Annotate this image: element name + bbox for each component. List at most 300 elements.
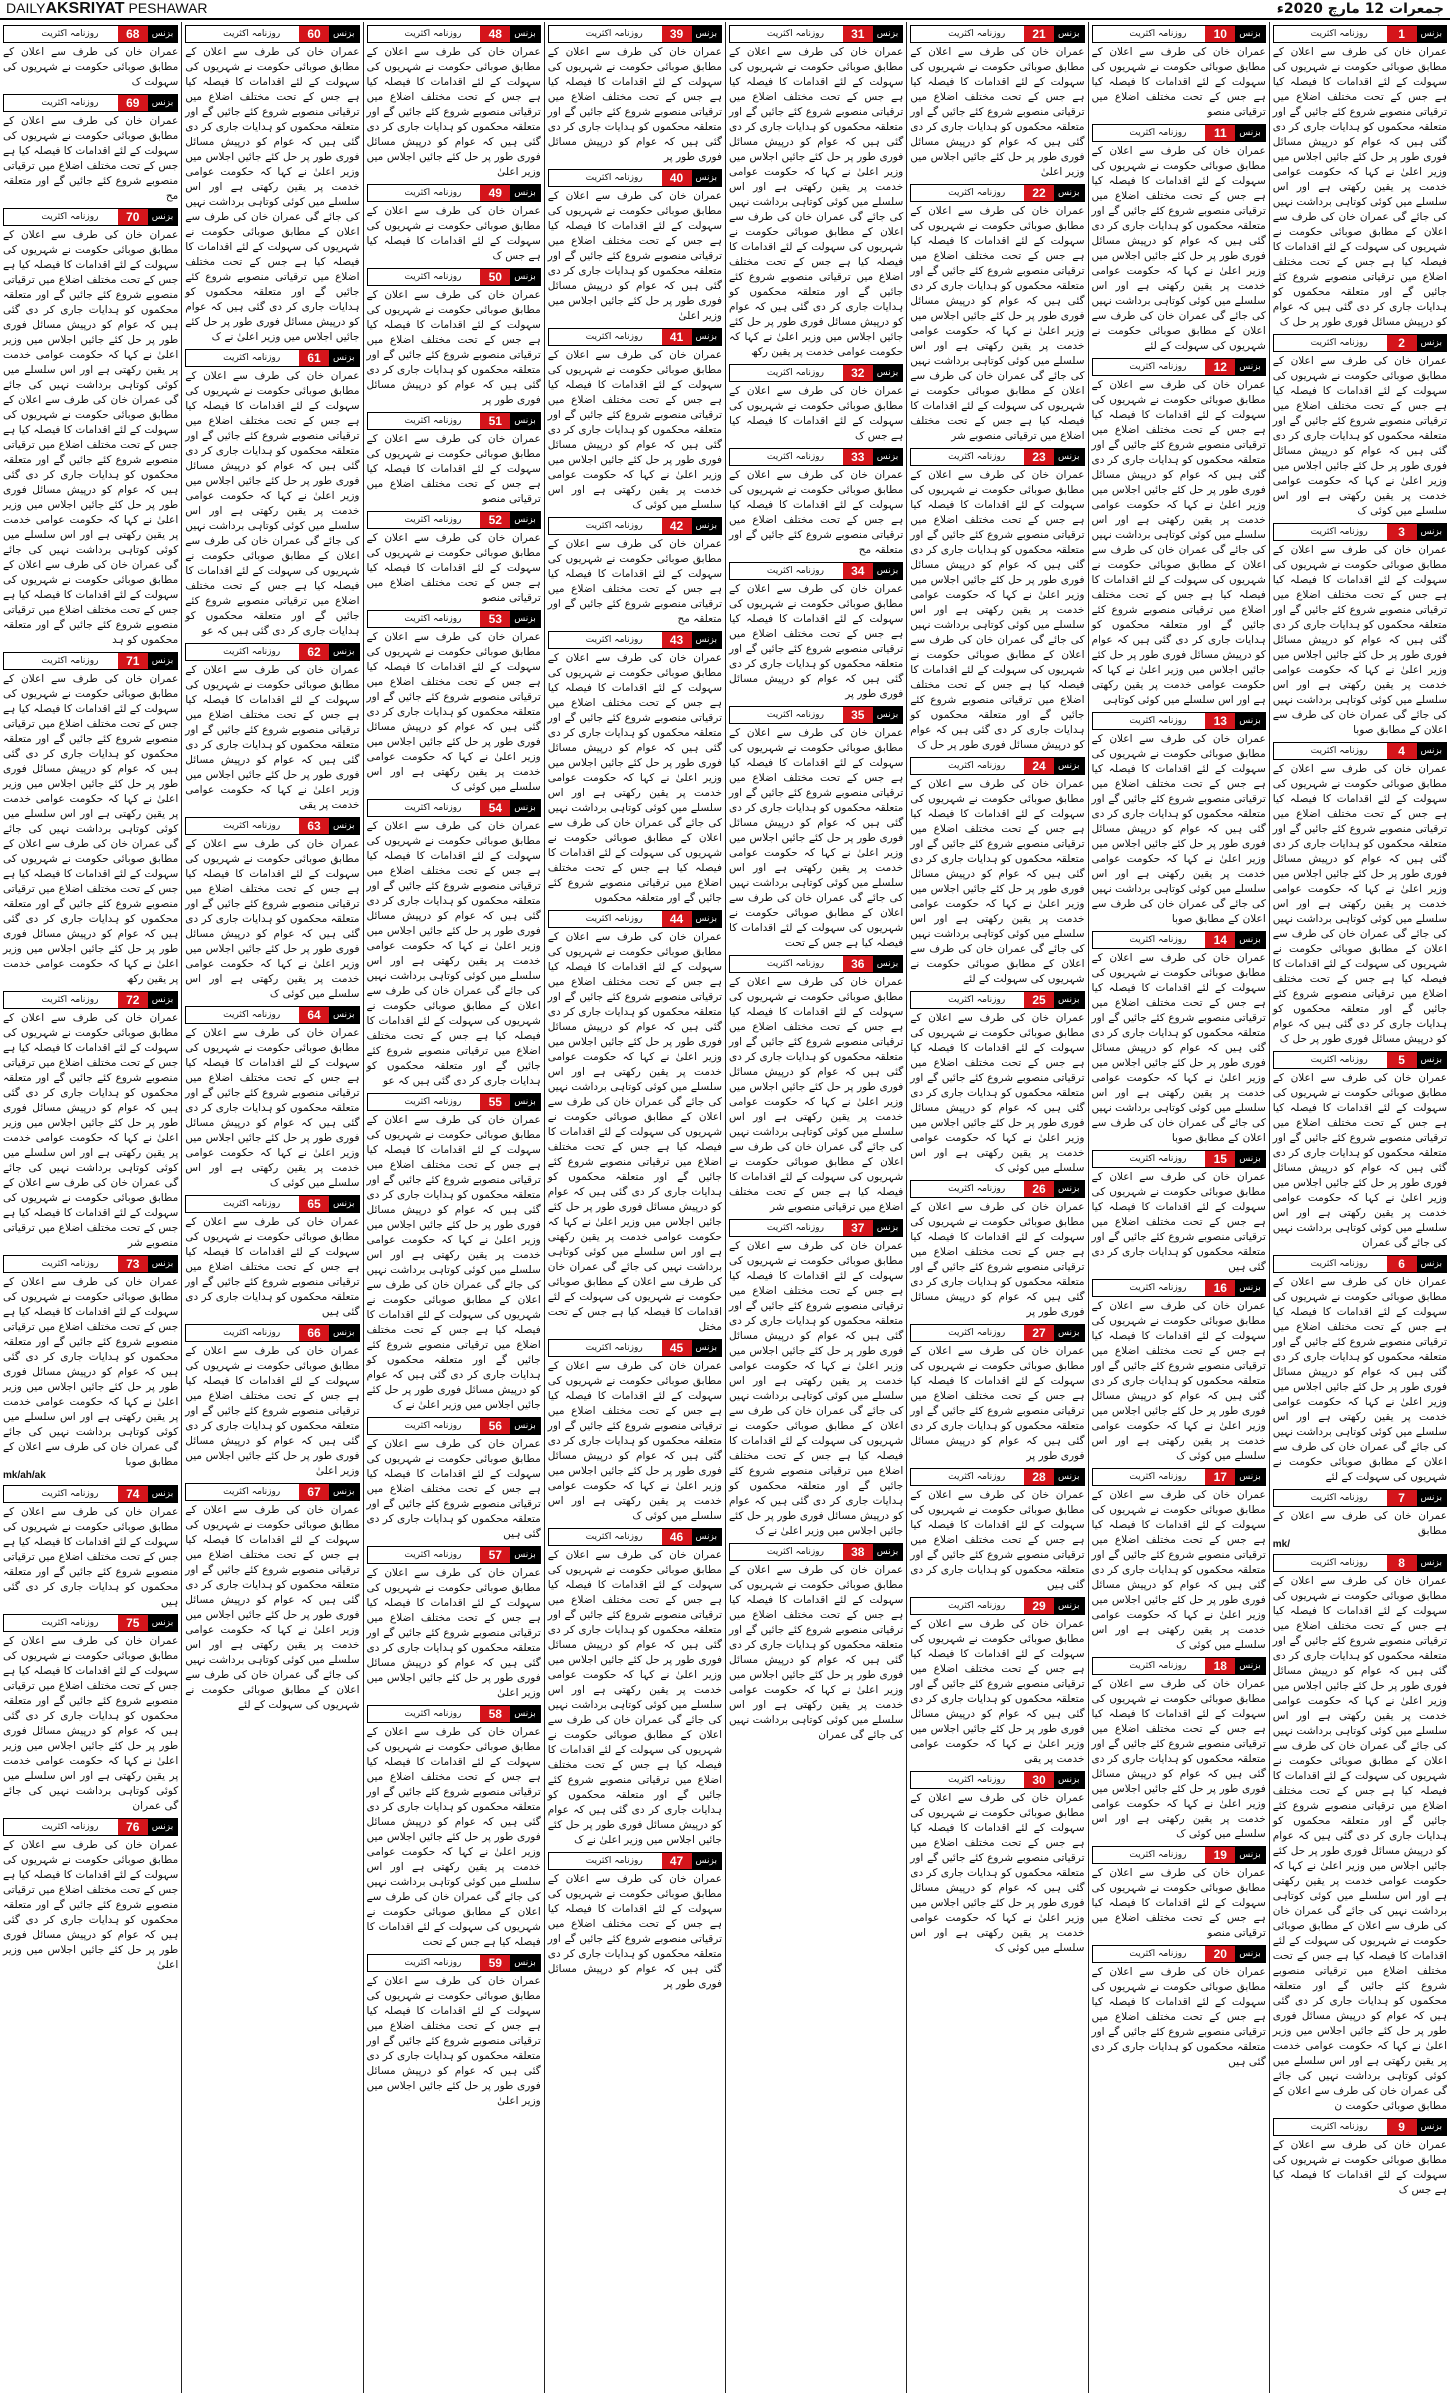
news-text: عمران خان کی طرف سے اعلان کے مطابق صوبائی حکومت نے شہریوں کی سہولت کے لئے اقدامات کا فیصلہ کیا ہے جس کے تحت مختلف اضلاع میں ترقیاتی منصوبے شروع کئے جائیں گے اور متعلقہ محکموں کو ہدایات جاری کر دی گئی ہیں کہ عوام کو درپیش مسائل فوری طور پر حل کئے جائیں اجلاس میں وزیر اعلیٰ نے کہا کہ حکومت عوامی خدمت پر یقین رکھتی ہے اور اس سلسلے میں کوئی کوتاہی برداشت نہیں کی جائے گی عمران خان کی طرف سے اعلان کے مطابق صوبائی حکومت نے شہریوں کی سہولت کے لئے <box>185 1504 360 1711</box>
category-badge: بزنس <box>329 26 358 42</box>
item-header <box>729 1219 903 1237</box>
flag-box <box>368 185 386 201</box>
category-badge: بزنس <box>1235 125 1264 141</box>
news-item <box>548 910 722 1335</box>
category-badge: بزنس <box>692 1340 721 1356</box>
news-item <box>367 412 541 507</box>
masthead <box>0 0 1450 20</box>
item-number: 9 <box>1387 2119 1417 2135</box>
paper-name: روزنامہ اکثریت <box>204 1325 299 1341</box>
news-item <box>1273 1255 1447 1485</box>
category-badge: بزنس <box>873 707 902 723</box>
item-number: 74 <box>118 1486 148 1502</box>
item-header <box>1273 1489 1447 1507</box>
item-number: 54 <box>480 800 510 816</box>
item-number: 22 <box>1024 185 1054 201</box>
flag-box <box>368 1418 386 1434</box>
item-number: 60 <box>299 26 329 42</box>
news-text: عمران خان کی طرف سے اعلان کے مطابق صوبائی حکومت نے شہریوں کی سہولت کے لئے اقدامات کا فیصلہ کیا ہے جس کے تحت مختلف اضلاع میں ترقیاتی منصوبے شروع کئے جائیں گے اور متعلقہ محکموں کو ہدایات جاری کر دی گئی ہیں کہ عوام کو درپیش مسائل فوری طور پر حل کئے جائیں اجلاس میں وزیر اعلیٰ <box>910 46 1085 178</box>
flag-box <box>1274 335 1292 351</box>
news-text: عمران خان کی طرف سے اعلان کے مطابق صوبائی حکومت نے شہریوں کی سہولت کے لئے اقدامات کا فیصلہ کیا ہے جس کے تحت مختلف اضلاع میں ترقیاتی منصوبے شروع کئے جائیں گے اور متعلقہ محکموں کو ہدایات جاری کر دی گئی ہیں کہ عوام کو درپیش مسائل فوری طور پر حل کئے جائیں اجلاس میں وزیر اعلیٰ نے کہا کہ حکومت عوامی خدمت پر یقین رکھتی ہے اور اس سلسلے میں کوئی کوتاہی برداشت نہیں کی جائے گی عمران خان کی طرف سے اعلان کے مطابق صوبا <box>1091 952 1266 1144</box>
news-text: عمران خان کی طرف سے اعلان کے مطابق صوبائی حکومت نے شہریوں کی سہولت کے لئے اقدامات کا فیصلہ کیا ہے جس کے تحت مختلف اضلاع میں ترقیاتی منصوبے شروع کئے جائیں گے اور متعلقہ محکموں کو ہدایات جاری کر دی گئی ہیں <box>185 1216 360 1318</box>
news-item <box>185 1324 359 1479</box>
news-item <box>185 817 359 1002</box>
paper-name: روزنامہ اکثریت <box>1292 26 1387 42</box>
item-header <box>1273 334 1447 352</box>
news-text: عمران خان کی طرف سے اعلان کے مطابق صوبائی حکومت نے شہریوں کی سہولت کے لئے اقدامات کا فیصلہ کیا ہے جس کے تحت مختلف اضلاع میں ترقیاتی منصوبے شروع کئے جائیں گے اور متعلقہ محکموں کو ہدایات جاری کر دی گئی ہیں کہ عوام کو درپیش مسائل فوری طور پر حل کئے جائیں اجلاس میں وزیر اعلیٰ نے کہا کہ حکومت عوامی خدمت پر یقین رکھتی ہے اور اس سلسلے میں کوئی کوتاہی برداشت نہیں کی جائے گی عمران خان کی طرف سے اعلان کے مطابق صوبائی حکومت نے شہریوں کی سہولت کے لئے اقدامات کا فیصلہ کیا ہے جس کے تحت مختلف اضلاع میں ترقیاتی منصوبے شروع کئے جائیں گے اور متعلقہ محکموں کو ہدایات جاری کر دی گئی ہیں کہ عوام کو درپیش مسائل فوری طور پر حل کئے جائیں اجلاس میں وزیر اعلیٰ نے ک <box>729 1240 904 1537</box>
paper-name: روزنامہ اکثریت <box>1292 1052 1387 1068</box>
item-number: 59 <box>480 1955 510 1971</box>
item-header <box>1092 712 1266 730</box>
flag-box <box>186 1484 204 1500</box>
news-item <box>1273 742 1447 1047</box>
paper-name: روزنامہ اکثریت <box>1292 1256 1387 1272</box>
news-text: عمران خان کی طرف سے اعلان کے مطابق صوبائی حکومت نے شہریوں کی سہولت کے لئے اقدامات کا فیصلہ کیا ہے جس ک <box>729 385 904 442</box>
news-text: عمران خان کی طرف سے اعلان کے مطابق صوبائی حکومت نے شہریوں کی سہولت کے لئے اقدامات کا فیصلہ کیا ہے جس کے تحت مختلف اضلاع میں ترقیاتی منصوبے شروع کئے جائیں گے اور متعلقہ محکموں کو ہدایات جاری کر دی گئی ہیں کہ عوام کو درپیش مسائل فوری طور پر حل کئے جائیں اجلاس میں وزیر اعلیٰ نے کہا کہ حکومت عوامی خدمت پر یقین رکھتی ہے اور اس سلسلے میں کوئی کوتاہی برداشت نہیں کی جائے گی عمران خان کی طرف سے اعلان کے مطابق صوبا <box>3 1276 179 1468</box>
item-number: 63 <box>299 818 329 834</box>
item-number: 21 <box>1024 26 1054 42</box>
news-item <box>729 1219 903 1539</box>
item-header <box>910 184 1084 202</box>
paper-name: روزنامہ اکثریت <box>1292 335 1387 351</box>
paper-name: روزنامہ اکثریت <box>22 1819 118 1835</box>
flag-box <box>1274 1490 1292 1506</box>
news-text: عمران خان کی طرف سے اعلان کے مطابق صوبائی حکومت نے شہریوں کی سہولت کے لئے اقدامات کا فیصلہ کیا ہے جس کے تحت مختلف اضلاع میں ترقیاتی منصوبے شروع کئے جائیں گے اور متعلقہ محکموں کو ہدایات جاری کر دی گئی ہیں کہ عوام کو درپیش مسائل فوری طور پر حل کئے جائیں اجلاس میں وزیر اعلیٰ نے کہا کہ حکومت عوامی خدمت پر یقین رکھتی ہے اور اس سلسلے میں کوئی کوتاہی برداشت نہیں کی جائے گی عمران خان کی طرف سے اعلان کے مطابق صوبائی حکومت نے شہریوں کی سہولت کے لئے اقدامات کا فیصلہ کیا ہے جس کے تحت مختلف اضلاع میں ترقیاتی منصوبے شروع کئے جائیں گے اور متعلقہ محکموں کو ہدایات جاری کر دی گئی ہیں کہ عوام کو درپیش مسائل فوری طور پر حل کئے جائیں اجلاس میں وزیر اعلیٰ نے کہا کہ حکومت عوامی خدمت پر یقین رکھتی ہے اور اس سلسلے میں کوئی کوتاہی برداشت نہیں کی جائے گی عمران خان کی طرف سے اعلان کے مطابق صوبائی حکومت نے شہریوں کی سہولت کے لئے اقدامات کا فیصلہ کیا ہے جس کے تحت مختلف اضلاع میں ترقیاتی منصوبے شروع کئے جائیں گے اور متعلقہ محکموں کو ہدایات جاری کر دی گئی ہیں کہ عوام کو درپیش مسائل فوری طور پر حل کئے جائیں اجلاس میں وزیر اعلیٰ نے کہا کہ حکومت عوامی خدمت پر یقین رکھتی ہے اور اس سلسلے میں کوئی کوتاہی برداشت نہیں کی جائے گی عمران خان کی طرف سے اعلان کے مطابق صوبائی حکومت ن <box>1272 1575 1447 2112</box>
flag-box <box>549 329 567 345</box>
news-item <box>910 757 1084 987</box>
item-header <box>910 1180 1084 1198</box>
category-badge: بزنس <box>1235 26 1264 42</box>
paper-name: روزنامہ اکثریت <box>204 1007 299 1023</box>
item-header <box>548 1852 722 1870</box>
news-text: عمران خان کی طرف سے اعلان کے مطابق صوبائی حکومت نے شہریوں کی سہولت کے لئے اقدامات کا فیصلہ کیا ہے جس کے تحت مختلف اضلاع میں ترقیاتی منصو <box>1091 46 1266 118</box>
item-header <box>3 1614 178 1632</box>
category-badge: بزنس <box>510 185 539 201</box>
news-item <box>910 1597 1084 1767</box>
paper-name: روزنامہ اکثریت <box>22 209 118 225</box>
flag-box <box>1093 125 1111 141</box>
item-number: 17 <box>1205 1469 1235 1485</box>
category-badge: بزنس <box>692 518 721 534</box>
news-item <box>729 364 903 444</box>
item-number: 13 <box>1205 713 1235 729</box>
news-item <box>1092 358 1266 708</box>
item-number: 64 <box>299 1007 329 1023</box>
flag-box <box>186 644 204 660</box>
item-number: 47 <box>662 1853 692 1869</box>
flag-box <box>549 1340 567 1356</box>
item-header <box>910 757 1084 775</box>
news-item <box>367 1546 541 1701</box>
news-text: عمران خان کی طرف سے اعلان کے مطابق صوبائی حکومت نے شہریوں کی سہولت کے لئے اقدامات کا فیصلہ کیا ہے جس کے تحت مختلف اضلاع میں ترقیاتی منصوبے شروع کئے جائیں گے اور متعلقہ محکموں کو ہدایات جاری کر دی گئی ہیں کہ عوام کو درپیش مسائل فوری طور پر حل کئے جائیں اجلاس میں وزیر اعلیٰ نے کہا کہ حکومت عوامی خدمت پر یقین رکھتی ہے اور اس سلسلے میں کوئی کوتاہی برداشت نہیں کی جائے گی عمران خان کی طرف سے اعلان کے مطابق صوبائی حکومت نے شہریوں کی سہولت کے لئے اقدامات کا فیصلہ کیا ہے جس کے تحت مختلف اضلاع میں ترقیاتی منصوبے شروع کئے جائیں گے اور متعلقہ محکموں کو ہدایات جاری کر دی گئی ہیں کہ عوام کو درپیش مسائل فوری طور پر حل کئے جائیں اجلاس میں وزیر اعلیٰ نے کہا کہ حکومت عوامی خدمت پر یقین رکھ <box>729 46 904 358</box>
flag-box <box>1093 359 1111 375</box>
news-item <box>1092 1846 1266 1941</box>
news-column <box>906 22 1087 2393</box>
news-item <box>185 25 359 345</box>
flag-box <box>186 1007 204 1023</box>
news-item <box>3 1614 178 1814</box>
item-number: 55 <box>480 1094 510 1110</box>
item-header <box>1273 742 1447 760</box>
flag-box <box>1093 1658 1111 1674</box>
news-text: عمران خان کی طرف سے اعلان کے مطابق صوبائی حکومت نے شہریوں کی سہولت کے لئے اقدامات کا فیصلہ کیا ہے جس کے تحت مختلف اضلاع میں ترقیاتی منصوبے شروع کئے جائیں گے اور متعلقہ محکموں کو ہدایات جاری کر دی گئی ہیں <box>1091 1171 1266 1273</box>
paper-name: روزنامہ اکثریت <box>748 449 843 465</box>
news-column <box>181 22 362 2393</box>
category-badge: بزنس <box>510 1955 539 1971</box>
item-number: 44 <box>662 911 692 927</box>
news-item <box>1092 124 1266 354</box>
paper-name: روزنامہ اکثریت <box>567 518 662 534</box>
flag-box <box>911 1325 929 1341</box>
paper-name: روزنامہ اکثریت <box>929 992 1024 1008</box>
category-badge: بزنس <box>1054 758 1083 774</box>
news-text: عمران خان کی طرف سے اعلان کے مطابق صوبائی حکومت نے شہریوں کی سہولت کے لئے اقدامات کا فیصلہ کیا ہے جس کے تحت مختلف اضلاع میں ترقیاتی منصوبے شروع کئے جائیں گے اور متعلقہ محکموں کو ہدایات جاری کر دی گئی ہیں کہ عوام کو درپیش مسائل فوری طور پر حل کئے جائیں اجلاس میں وزیر اعلیٰ نے کہا کہ حکومت عوامی خدمت پر یقین رکھتی ہے اور اس سلسلے میں کوئی ک <box>1091 1489 1266 1651</box>
item-number: 42 <box>662 518 692 534</box>
item-number: 4 <box>1387 743 1417 759</box>
news-text: عمران خان کی طرف سے اعلان کے مطابق صوبائی حکومت نے شہریوں کی سہولت ک <box>3 46 179 88</box>
news-text: عمران خان کی طرف سے اعلان کے مطابق صوبائی حکومت نے شہریوں کی سہولت کے لئے اقدامات کا فیصلہ کیا ہے جس کے تحت مختلف اضلاع میں ترقیاتی منصوبے شروع کئے جائیں گے اور متعلقہ مح <box>547 538 722 625</box>
paper-name: روزنامہ اکثریت <box>386 1418 481 1434</box>
news-item <box>3 94 178 204</box>
item-header <box>548 1339 722 1357</box>
news-item <box>729 562 903 702</box>
category-badge: بزنس <box>329 1007 358 1023</box>
item-number: 28 <box>1024 1469 1054 1485</box>
item-header <box>1092 1279 1266 1297</box>
item-header <box>3 94 178 112</box>
item-header <box>367 799 541 817</box>
news-item <box>1273 25 1447 330</box>
flag-box <box>730 449 748 465</box>
news-column <box>1269 22 1450 2393</box>
item-header <box>910 1324 1084 1342</box>
news-item <box>548 517 722 627</box>
flag-box <box>549 518 567 534</box>
item-number: 8 <box>1387 1555 1417 1571</box>
paper-name: روزنامہ اکثریت <box>22 95 118 111</box>
flag-box <box>368 800 386 816</box>
paper-name: روزنامہ اکثریت <box>1111 1469 1206 1485</box>
item-number: 72 <box>118 992 148 1008</box>
item-number: 23 <box>1024 449 1054 465</box>
news-text: عمران خان کی طرف سے اعلان کے مطابق صوبائی حکومت نے شہریوں کی سہولت کے لئے اقدامات کا فیصلہ کیا ہے جس کے تحت مختلف اضلاع میں ترقیاتی منصوبے شروع کئے جائیں گے اور متعلقہ محکموں کو ہدایات جاری کر دی گئی ہیں کہ عوام کو درپیش مسائل فوری طور پر حل کئے جائیں اجلاس میں وزیر اعلیٰ نے کہا کہ حکومت عوامی خدمت پر یقین رکھتی ہے اور اس سلسلے میں کوئی ک <box>1091 1300 1266 1462</box>
news-text: عمران خان کی طرف سے اعلان کے مطابق صوبائی حکومت نے شہریوں کی سہولت کے لئے اقدامات کا فیصلہ کیا ہے جس کے تحت مختلف اضلاع میں ترقیاتی منصوبے شروع کئے جائیں گے اور متعلقہ محکموں کو ہدایات جاری کر دی گئی ہیں <box>366 1438 541 1540</box>
news-item <box>3 652 178 987</box>
news-item <box>3 25 178 90</box>
news-text: عمران خان کی طرف سے اعلان کے مطابق صوبائی حکومت نے شہریوں کی سہولت کے لئے اقدامات کا فیصلہ کیا ہے جس کے تحت مختلف اضلاع میں ترقیاتی منصوبے شروع کئے جائیں گے اور متعلقہ محکموں کو ہدایات جاری کر دی گئی ہیں کہ عوام کو درپیش مسائل فوری طور پر حل کئے جائیں اجلاس میں وزیر اعلیٰ نے کہا کہ حکومت عوامی خدمت پر یقین رکھتی ہے اور اس سلسلے میں کوئی ک <box>1091 1678 1266 1840</box>
item-header <box>1092 1945 1266 1963</box>
paper-name: روزنامہ اکثریت <box>386 800 481 816</box>
paper-name: روزنامہ اکثریت <box>929 1469 1024 1485</box>
flag-box <box>911 26 929 42</box>
news-item <box>367 1705 541 1950</box>
news-text: عمران خان کی طرف سے اعلان کے مطابق صوبائی حکومت نے شہریوں کی سہولت کے لئے اقدامات کا فیصلہ کیا ہے جس کے تحت مختلف اضلاع میں ترقیاتی منصوبے شروع کئے جائیں گے اور متعلقہ محکموں کو ہدایات جاری کر دی گئی ہیں کہ عوام کو درپیش مسائل فوری طور پر حل کئے جائیں اجلاس میں وزیر اعلیٰ نے کہا کہ حکومت عوامی خدمت پر یقین رکھتی ہے اور اس سلسلے میں کوئی کوتاہی برداشت نہیں کی جائے گی عمران خان کی طرف سے اعلان کے مطابق صوبائی حکومت نے شہریوں کی سہولت کے لئے اقدامات کا فیصلہ کیا ہے جس کے تحت مختلف اضلاع میں ترقیاتی منصوبے شر <box>3 1012 179 1249</box>
paper-name: روزنامہ اکثریت <box>1111 932 1206 948</box>
item-number: 68 <box>118 26 148 42</box>
flag-box <box>730 365 748 381</box>
news-text: عمران خان کی طرف سے اعلان کے مطابق صوبائی حکومت نے شہریوں کی سہولت کے لئے اقدامات کا فیصلہ کیا ہے جس کے تحت مختلف اضلاع میں ترقیاتی منصوبے شروع کئے جائیں گے اور متعلقہ محکموں کو ہدایات جاری کر دی گئی ہیں کہ عوام کو درپیش مسائل فوری طور پر حل کئے جائیں اجلاس میں وزیر اعلیٰ نے کہا کہ حکومت عوامی خدمت پر یقین رکھتی ہے اور اس سلسلے میں کوئی کوتاہی برداشت نہیں کی جائے گی عمران خان کی طرف سے اعلان کے مطابق صوبائی حکومت نے شہریوں کی سہولت کے لئے اقدامات کا فیصلہ کیا ہے جس کے تحت مختلف اضلاع میں ترقیاتی منصوبے شر <box>910 205 1085 442</box>
news-text: عمران خان کی طرف سے اعلان کے مطابق صوبائی حکومت نے شہریوں کی سہولت کے لئے اقدامات کا فیصلہ کیا ہے جس کے تحت مختلف اضلاع میں ترقیاتی منصوبے شروع کئے جائیں گے اور متعلقہ محکموں کو ہدایات جاری کر دی گئی ہیں کہ عوام کو درپیش مسائل فوری طور پر حل کئے جائیں اجلاس میں وزیر اعلیٰ نے کہا کہ حکومت عوامی خدمت پر یقین رکھتی ہے اور اس سلسلے میں کوئی کوتاہی برداشت نہیں کی جائے گی عمران خان کی طرف سے اعلان کے مطابق صوبائی حکومت نے شہریوں کی سہولت کے لئے اقدامات کا فیصلہ کیا ہے جس کے تحت مختلف اضلاع میں ترقیاتی منصوبے شروع کئے جائیں گے اور متعلقہ محکموں کو ہدایات جاری کر دی گئی ہیں کہ عوام کو درپیش مسائل فوری طور پر حل کئے جائیں اجلاس میں وزیر اعلیٰ نے کہا کہ حکومت عوامی خدمت پر یقین رکھتی ہے اور اس سلسلے میں کوئی کوتاہی برداشت نہیں کی جائے گی عمران خان کی طرف سے اعلان کے مطابق صوبائی حکومت نے شہریوں کی سہولت کے لئے اقدامات کا فیصلہ کیا ہے جس کے تحت مختل <box>547 931 722 1333</box>
item-number: 10 <box>1205 26 1235 42</box>
item-header <box>1092 931 1266 949</box>
item-number: 52 <box>480 512 510 528</box>
item-number: 58 <box>480 1706 510 1722</box>
news-text: عمران خان کی طرف سے اعلان کے مطابق صوبائی حکومت نے شہریوں کی سہولت کے لئے اقدامات کا فیصلہ کیا ہے جس کے تحت مختلف اضلاع میں ترقیاتی منصوبے شروع کئے جائیں گے اور متعلقہ محکموں کو ہدایات جاری کر دی گئی ہیں کہ عوام کو درپیش مسائل فوری طور پر حل کئے جائیں اجلاس میں وزیر اعلیٰ <box>547 190 722 322</box>
paper-name: روزنامہ اکثریت <box>1111 1280 1206 1296</box>
news-item <box>910 25 1084 180</box>
news-text: عمران خان کی طرف سے اعلان کے مطابق صوبائی حکومت نے شہریوں کی سہولت کے لئے اقدامات کا فیصلہ کیا ہے جس کے تحت مختلف اضلاع میں ترقیاتی منصوبے شروع کئے جائیں گے اور متعلقہ محکموں کو ہدایات جاری کر دی گئی ہیں کہ عوام کو درپیش مسائل فوری طور پر حل کئے جائیں اجلاس میں وزیر اعلیٰ نے کہا کہ حکومت عوامی خدمت پر یقی <box>910 1618 1085 1765</box>
flag-box <box>730 26 748 42</box>
item-header <box>185 643 359 661</box>
paper-name: روزنامہ اکثریت <box>567 1853 662 1869</box>
flag-box <box>368 1955 386 1971</box>
category-badge: بزنس <box>1417 1555 1446 1571</box>
news-text: عمران خان کی طرف سے اعلان کے مطابق صوبائی حکومت نے شہریوں کی سہولت کے لئے اقدامات کا فیصلہ کیا ہے جس کے تحت مختلف اضلاع میں ترقیاتی منصو <box>366 532 541 604</box>
category-badge: بزنس <box>1054 1598 1083 1614</box>
newspaper-brand: DAILYAKSRIYAT PESHAWAR <box>6 0 208 17</box>
flag-box <box>549 632 567 648</box>
paper-name: روزنامہ اکثریت <box>386 413 481 429</box>
item-header <box>910 448 1084 466</box>
item-header <box>185 1324 359 1342</box>
item-number: 7 <box>1387 1490 1417 1506</box>
flag-box <box>549 170 567 186</box>
category-badge: بزنس <box>873 956 902 972</box>
category-badge: بزنس <box>1235 1658 1264 1674</box>
paper-name: روزنامہ اکثریت <box>748 956 843 972</box>
news-item <box>367 610 541 795</box>
category-badge: بزنس <box>1417 524 1446 540</box>
news-text: عمران خان کی طرف سے اعلان کے مطابق صوبائی حکومت نے شہریوں کی سہولت کے لئے اقدامات کا فیصلہ کیا ہے جس کے تحت مختلف اضلاع میں ترقیاتی منصوبے شروع کئے جائیں گے اور متعلقہ محکموں کو ہدایات جاری کر دی گئی ہیں کہ عوام کو درپیش مسائل فوری طور پر حل کئے جائیں اجلاس میں وزیر اعلیٰ نے کہا کہ حکومت عوامی خدمت پر یقین رکھتی ہے اور اس سلسلے میں کوئی کوتاہی برداشت نہیں کی جائے گی عمران خان کی طرف سے اعلان کے مطابق صوبا <box>1091 733 1266 925</box>
item-header <box>367 25 541 43</box>
category-badge: بزنس <box>1054 449 1083 465</box>
item-number: 48 <box>480 26 510 42</box>
flag-box <box>549 911 567 927</box>
news-text: عمران خان کی طرف سے اعلان کے مطابق صوبائی حکومت نے شہریوں کی سہولت کے لئے اقدامات کا فیصلہ کیا ہے جس کے تحت مختلف اضلاع میں ترقیاتی منصوبے شروع کئے جائیں گے اور متعلقہ محکموں کو ہدایات جاری کر دی گئی ہیں <box>1091 1966 1266 2068</box>
item-header <box>548 25 722 43</box>
category-badge: بزنس <box>510 26 539 42</box>
item-number: 46 <box>662 1529 692 1545</box>
news-item <box>1092 712 1266 927</box>
item-number: 71 <box>118 653 148 669</box>
news-item <box>548 1528 722 1848</box>
item-number: 56 <box>480 1418 510 1434</box>
item-number: 69 <box>118 95 148 111</box>
flag-box <box>368 1094 386 1110</box>
item-number: 45 <box>662 1340 692 1356</box>
paper-name: روزنامہ اکثریت <box>567 1340 662 1356</box>
news-text: عمران خان کی طرف سے اعلان کے مطابق صوبائی حکومت نے شہریوں کی سہولت کے لئے اقدامات کا فیصلہ کیا ہے جس کے تحت مختلف اضلاع میں ترقیاتی منصوبے شروع کئے جائیں گے اور متعلقہ محکموں کو ہدایات جاری کر دی گئی ہیں کہ عوام کو درپیش مسائل فوری طور پر حل کئے جائیں اجلاس میں وزیر اعلیٰ نے کہا کہ حکومت عوامی خدمت پر یقین رکھتی ہے اور اس سلسلے میں کوئی ک <box>547 349 722 511</box>
item-number: 25 <box>1024 992 1054 1008</box>
flag-box <box>368 611 386 627</box>
item-number: 37 <box>843 1220 873 1236</box>
paper-name: روزنامہ اکثریت <box>204 26 299 42</box>
item-number: 27 <box>1024 1325 1054 1341</box>
news-text: عمران خان کی طرف سے اعلان کے مطابق صوبائی حکومت نے شہریوں کی سہولت کے لئے اقدامات کا فیصلہ کیا ہے جس کے تحت مختلف اضلاع میں ترقیاتی منصوبے شروع کئے جائیں گے اور متعلقہ محکموں کو ہدایات جاری کر دی گئی ہیں کہ عوام کو درپیش مسائل فوری طور پر حل کئے جائیں اجلاس میں وزیر اعلیٰ نے کہا کہ حکومت عوامی خدمت پر یقین رکھتی ہے اور اس سلسلے میں کوئی کوتاہی برداشت نہیں کی جائے گی عمران <box>3 1635 179 1812</box>
paper-name: روزنامہ اکثریت <box>567 911 662 927</box>
item-header <box>3 652 178 670</box>
paper-name: روزنامہ اکثریت <box>22 992 118 1008</box>
item-header <box>185 1006 359 1024</box>
flag-box <box>730 563 748 579</box>
news-item <box>185 1483 359 1713</box>
news-item <box>185 349 359 639</box>
category-badge: بزنس <box>873 365 902 381</box>
category-badge: بزنس <box>148 992 177 1008</box>
category-badge: بزنس <box>148 1615 177 1631</box>
paper-name: روزنامہ اکثریت <box>567 329 662 345</box>
category-badge: بزنس <box>1417 2119 1446 2135</box>
news-text: عمران خان کی طرف سے اعلان کے مطابق صوبائی حکومت نے شہریوں کی سہولت کے لئے اقدامات کا فیصلہ کیا ہے جس کے تحت مختلف اضلاع میں ترقیاتی منصو <box>1091 1867 1266 1939</box>
item-number: 50 <box>480 269 510 285</box>
category-badge: بزنس <box>329 644 358 660</box>
news-text: عمران خان کی طرف سے اعلان کے مطابق صوبائی حکومت نے شہریوں کی سہولت کے لئے اقدامات کا فیصلہ کیا ہے جس کے تحت مختلف اضلاع میں ترقیاتی منصوبے شروع کئے جائیں گے اور متعلقہ محکموں کو ہدایات جاری کر دی گئی ہیں کہ عوام کو درپیش مسائل فوری طور پر حل کئے جائیں اجلاس میں وزیر اعلیٰ نے کہا کہ حکومت عوامی خدمت پر یقین رکھتی ہے اور اس سلسلے میں کوئی کوتاہی برداشت نہیں کی جائے گی عمران خان کی طرف سے اعلان کے مطابق صوبائی حکومت نے شہریوں کی سہولت کے لئے اقدامات کا فیصلہ کیا ہے جس کے تحت مختلف اضلاع میں ترقیاتی منصوبے شروع کئے جائیں گے اور متعلقہ محکموں کو ہدایات جاری کر دی گئی ہیں کہ عو <box>185 370 360 637</box>
news-item <box>367 268 541 408</box>
news-text: عمران خان کی طرف سے اعلان کے مطابق صوبائی حکومت نے شہریوں کی سہولت کے لئے اقدامات کا فیصلہ کیا ہے جس کے تحت مختلف اضلاع میں ترقیاتی منصوبے شروع کئے جائیں گے اور متعلقہ محکموں کو ہدایات جاری کر دی گئی ہیں کہ عوام کو درپیش مسائل فوری طور پر حل کئے جائیں اجلاس میں وزیر اعلیٰ نے کہا کہ حکومت عوامی خدمت پر یقین رکھتی ہے اور اس سلسلے میں کوئی ک <box>547 1360 722 1522</box>
item-number: 62 <box>299 644 329 660</box>
paper-name: روزنامہ اکثریت <box>204 818 299 834</box>
item-header <box>1273 1051 1447 1069</box>
item-header <box>910 1468 1084 1486</box>
byline-code: mk/ <box>1272 1539 1290 1550</box>
news-item <box>3 208 178 648</box>
flag-box <box>1093 1151 1111 1167</box>
flag-box <box>911 1598 929 1614</box>
news-text: عمران خان کی طرف سے اعلان کے مطابق صوبائی حکومت نے شہریوں کی سہولت کے لئے اقدامات کا فیصلہ کیا ہے جس کے تحت مختلف اضلاع میں ترقیاتی منصوبے شروع کئے جائیں گے اور متعلقہ محکموں کو ہدایات جاری کر دی گئی ہیں کہ عوام کو درپیش مسائل فوری طور پر حل کئے جائیں اجلاس میں وزیر اعلیٰ <box>3 1839 179 1971</box>
flag-box <box>368 512 386 528</box>
paper-name: روزنامہ اکثریت <box>204 1196 299 1212</box>
flag-box <box>1274 1555 1292 1571</box>
item-header <box>367 1417 541 1435</box>
news-text: عمران خان کی طرف سے اعلان کے مطابق صوبائی حکومت نے شہریوں کی سہولت کے لئے اقدامات کا فیصلہ کیا ہے جس ک <box>1272 2139 1447 2196</box>
news-text: عمران خان کی طرف سے اعلان کے مطابق صوبائی حکومت نے شہریوں کی سہولت کے لئے اقدامات کا فیصلہ کیا ہے جس کے تحت مختلف اضلاع میں ترقیاتی منصوبے شروع کئے جائیں گے اور متعلقہ محکموں کو ہدایات جاری کر دی گئی ہیں کہ عوام کو درپیش مسائل فوری طور پر حل کئے جائیں اجلاس میں وزیر اعلیٰ نے کہا کہ حکومت عوامی خدمت پر یقین رکھتی ہے اور اس سلسلے میں کوئی کوتاہی برداشت نہیں کی جائے گی عمران خان کی طرف سے اعلان کے مطابق صوبائی حکومت نے شہریوں کی سہولت کے لئے اقدامات کا فیصلہ کیا ہے جس کے تحت مختلف اضلاع میں ترقیاتی منصوبے شروع کئے جائیں گے اور متعلقہ محکموں کو ہدایات جاری کر دی گئی ہیں کہ عوام کو درپیش مسائل فوری طور پر حل کئے جائیں اجلاس میں وزیر اعلیٰ نے ک <box>547 1549 722 1846</box>
item-header <box>910 991 1084 1009</box>
category-badge: بزنس <box>1235 1847 1264 1863</box>
news-text: عمران خان کی طرف سے اعلان کے مطابق صوبائی حکومت نے شہریوں کی سہولت کے لئے اقدامات کا فیصلہ کیا ہے جس کے تحت مختلف اضلاع میں ترقیاتی منصوبے شروع کئے جائیں گے اور متعلقہ محکموں کو ہدایات جاری کر دی گئی ہیں کہ عوام کو درپیش مسائل فوری طور پر حل کئے جائیں اجلاس میں وزیر اعلیٰ نے کہا کہ حکومت عوامی خدمت پر یقین رکھتی ہے اور اس سلسلے میں کوئی کوتاہی برداشت نہیں کی جائے گی عمران خان کی طرف سے اعلان کے مطابق صوبائی حکومت نے شہریوں کی سہولت کے لئے اقدامات کا فیصلہ کیا ہے جس کے تحت مختلف اضلاع میں ترقیاتی منصوبے شروع کئے جائیں گے اور متعلقہ محکموں کو ہدایات جاری کر دی گئی ہیں کہ عوام کو درپیش مسائل فوری طور پر حل ک <box>1272 763 1447 1045</box>
paper-name: روزنامہ اکثریت <box>22 653 118 669</box>
flag-box <box>186 1325 204 1341</box>
category-badge: بزنس <box>1235 1151 1264 1167</box>
news-text: عمران خان کی طرف سے اعلان کے مطابق صوبائی حکومت نے شہریوں کی سہولت کے لئے اقدامات کا فیصلہ کیا ہے جس کے تحت مختلف اضلاع میں ترقیاتی منصوبے شروع کئے جائیں گے اور متعلقہ محکموں کو ہدایات جاری کر دی گئی ہیں کہ عوام کو درپیش مسائل فوری طور پر <box>910 1201 1085 1318</box>
item-header <box>548 169 722 187</box>
item-number: 70 <box>118 209 148 225</box>
paper-name: روزنامہ اکثریت <box>929 758 1024 774</box>
news-text: عمران خان کی طرف سے اعلان کے مطابق صوبائی حکومت نے شہریوں کی سہولت کے لئے اقدامات کا فیصلہ کیا ہے جس کے تحت مختلف اضلاع میں ترقیاتی منصوبے شروع کئے جائیں گے اور متعلقہ مح <box>729 469 904 556</box>
category-badge: بزنس <box>510 1547 539 1563</box>
item-header <box>367 511 541 529</box>
paper-name: روزنامہ اکثریت <box>22 26 118 42</box>
flag-box <box>1093 1946 1111 1962</box>
news-text: عمران خان کی طرف سے اعلان کے مطابق صوبائی حکومت نے شہریوں کی سہولت کے لئے اقدامات کا فیصلہ کیا ہے جس کے تحت مختلف اضلاع میں ترقیاتی منصوبے شروع کئے جائیں گے اور متعلقہ محکموں کو ہدایات جاری کر دی گئی ہیں کہ عوام کو درپیش مسائل فوری طور پر حل کئے جائیں اجلاس میں وزیر اعلیٰ نے کہا کہ حکومت عوامی خدمت پر یقین رکھتی ہے اور اس سلسلے میں کوئی کوتاہی برداشت نہیں کی جائے گی عمران خان کی طرف سے اعلان کے مطابق صوبائی حکومت نے شہریوں کی سہولت کے لئے <box>1272 1276 1447 1483</box>
item-number: 73 <box>118 1256 148 1272</box>
news-item <box>1273 334 1447 519</box>
item-number: 76 <box>118 1819 148 1835</box>
item-header <box>3 991 178 1009</box>
flag-box <box>1093 1847 1111 1863</box>
paper-name: روزنامہ اکثریت <box>1111 1151 1206 1167</box>
news-text: عمران خان کی طرف سے اعلان کے مطابق صوبائی حکومت نے شہریوں کی سہولت کے لئے اقدامات کا فیصلہ کیا ہے جس کے تحت مختلف اضلاع میں ترقیاتی منصوبے شروع کئے جائیں گے اور متعلقہ محکموں کو ہدایات جاری کر دی گئی ہیں کہ عوام کو درپیش مسائل فوری طور پر <box>729 583 904 700</box>
category-badge: بزنس <box>1054 1772 1083 1788</box>
category-badge: بزنس <box>510 413 539 429</box>
category-badge: بزنس <box>873 26 902 42</box>
item-header <box>729 955 903 973</box>
category-badge: بزنس <box>510 1094 539 1110</box>
news-item <box>1092 1657 1266 1842</box>
news-text: عمران خان کی طرف سے اعلان کے مطابق صوبائی حکومت نے شہریوں کی سہولت کے لئے اقدامات کا فیصلہ کیا ہے جس کے تحت مختلف اضلاع میں ترقیاتی منصوبے شروع کئے جائیں گے اور متعلقہ محکموں کو ہدایات جاری کر دی گئی ہیں کہ عوام کو درپیش مسائل فوری طور پر حل کئے جائیں اجلاس میں وزیر اعلیٰ نے کہا کہ حکومت عوامی خدمت پر یقین رکھتی ہے اور اس سلسلے میں کوئی کوتاہی برداشت نہیں کی جائے گی عمران خان کی طرف سے اعلان کے مطابق صوبائی حکومت نے شہریوں کی سہولت کے لئے اقدامات کا فیصلہ کیا ہے جس کے تحت مختلف اضلاع میں ترقیاتی منصوبے شروع کئے جائیں گے اور متعلقہ محکموں کو ہدایات جاری کر دی گئی ہیں کہ عوام کو درپیش مسائل فوری طور پر حل ک <box>910 469 1085 751</box>
flag-box <box>186 1196 204 1212</box>
paper-name: روزنامہ اکثریت <box>929 1598 1024 1614</box>
flag-box <box>368 26 386 42</box>
paper-name: روزنامہ اکثریت <box>748 1544 843 1560</box>
news-text: عمران خان کی طرف سے اعلان کے مطابق صوبائی حکومت نے شہریوں کی سہولت کے لئے اقدامات کا فیصلہ کیا ہے جس کے تحت مختلف اضلاع میں ترقیاتی منصوبے شروع کئے جائیں گے اور متعلقہ محکموں کو ہدایات جاری کر دی گئی ہیں کہ عوام کو درپیش مسائل فوری طور پر حل کئے جائیں اجلاس میں وزیر اعلیٰ نے کہا کہ حکومت عوامی خدمت پر یقین رکھتی ہے اور اس سلسلے میں کوئی ک <box>910 1012 1085 1174</box>
category-badge: بزنس <box>329 1196 358 1212</box>
paper-name: روزنامہ اکثریت <box>929 26 1024 42</box>
flag-box <box>1093 1280 1111 1296</box>
paper-name: روزنامہ اکثریت <box>1292 743 1387 759</box>
paper-name: روزنامہ اکثریت <box>1111 1658 1206 1674</box>
flag-box <box>4 653 22 669</box>
news-item <box>367 1417 541 1542</box>
item-header <box>910 1771 1084 1789</box>
item-header <box>3 208 178 226</box>
paper-name: روزنامہ اکثریت <box>386 269 481 285</box>
news-item <box>548 328 722 513</box>
category-badge: بزنس <box>1235 932 1264 948</box>
news-column <box>544 22 725 2393</box>
category-badge: بزنس <box>873 1220 902 1236</box>
flag-box <box>368 1547 386 1563</box>
item-number: 33 <box>843 449 873 465</box>
news-text: عمران خان کی طرف سے اعلان کے مطابق صوبائی حکومت نے شہریوں کی سہولت کے لئے اقدامات کا فیصلہ کیا ہے جس کے تحت مختلف اضلاع میں ترقیاتی منصوبے شروع کئے جائیں گے اور متعلقہ محکموں کو ہدایات جاری کر دی گئی ہیں کہ عوام کو درپیش مسائل فوری طور پر حل کئے جائیں اجلاس میں وزیر اعلیٰ نے کہا کہ حکومت عوامی خدمت پر یقین رکھتی ہے اور اس سلسلے میں کوئی ک <box>185 1027 360 1189</box>
item-header <box>1273 1255 1447 1273</box>
item-header <box>729 706 903 724</box>
paper-name: روزنامہ اکثریت <box>386 1094 481 1110</box>
news-text: عمران خان کی طرف سے اعلان کے مطابق صوبائی حکومت نے شہریوں کی سہولت کے لئے اقدامات کا فیصلہ کیا ہے جس کے تحت مختلف اضلاع میں ترقیاتی منصوبے شروع کئے جائیں گے اور متعلقہ محکموں کو ہدایات جاری کر دی گئی ہیں کہ عوام کو درپیش مسائل فوری طور پر <box>547 1873 722 1990</box>
flag-box <box>4 1486 22 1502</box>
news-item <box>1092 931 1266 1146</box>
flag-box <box>911 1181 929 1197</box>
paper-name: روزنامہ اکثریت <box>386 1955 481 1971</box>
news-item <box>1092 1150 1266 1275</box>
item-number: 38 <box>843 1544 873 1560</box>
category-badge: بزنس <box>329 1325 358 1341</box>
item-number: 35 <box>843 707 873 723</box>
news-item <box>729 955 903 1215</box>
item-header <box>3 1255 178 1273</box>
flag-box <box>1093 1469 1111 1485</box>
item-header <box>910 1597 1084 1615</box>
category-badge: بزنس <box>1235 1469 1264 1485</box>
news-text: عمران خان کی طرف سے اعلان کے مطابق صوبائی حکومت نے شہریوں کی سہولت کے لئے اقدامات کا فیصلہ کیا ہے جس کے تحت مختلف اضلاع میں ترقیاتی منصوبے شروع کئے جائیں گے اور متعلقہ محکموں کو ہدایات جاری کر دی گئی ہیں کہ عوام کو درپیش مسائل فوری طور پر حل کئے جائیں اجلاس میں وزیر اعلیٰ نے کہا کہ حکومت عوامی خدمت پر یقین رکھتی ہے اور اس سلسلے میں کوئی کوتاہی برداشت نہیں کی جائے گی عمران خان کی طرف سے اعلان کے مطابق صوبائی حکومت نے شہریوں کی سہولت کے لئے <box>910 778 1085 985</box>
news-item <box>548 169 722 324</box>
item-number: 53 <box>480 611 510 627</box>
flag-box <box>1274 26 1292 42</box>
news-item <box>1273 2118 1447 2198</box>
item-number: 39 <box>662 26 692 42</box>
flag-box <box>730 707 748 723</box>
news-item <box>367 799 541 1089</box>
paper-name: روزنامہ اکثریت <box>748 1220 843 1236</box>
flag-box <box>1093 713 1111 729</box>
flag-box <box>549 1853 567 1869</box>
news-item <box>910 448 1084 753</box>
item-header <box>548 631 722 649</box>
paper-name: روزنامہ اکثریت <box>1111 125 1206 141</box>
news-text: عمران خان کی طرف سے اعلان کے مطابق صوبائی حکومت نے شہریوں کی سہولت کے لئے اقدامات کا فیصلہ کیا ہے جس کے تحت مختلف اضلاع میں ترقیاتی منصوبے شروع کئے جائیں گے اور متعلقہ محکموں کو ہدایات جاری کر دی گئی ہیں کہ عوام کو درپیش مسائل فوری طور پر حل کئے جائیں اجلاس میں وزیر اعلیٰ نے کہا کہ حکومت عوامی خدمت پر یقین رکھتی ہے اور اس سلسلے میں کوئی کوتاہی برداشت نہیں کی جائے گی عمران خان کی طرف سے اعلان کے مطابق صوبائی حکومت نے شہریوں کی سہولت کے لئے اقدامات کا فیصلہ کیا ہے جس کے تحت <box>366 1726 541 1948</box>
item-number: 49 <box>480 185 510 201</box>
flag-box <box>1093 932 1111 948</box>
item-header <box>548 517 722 535</box>
